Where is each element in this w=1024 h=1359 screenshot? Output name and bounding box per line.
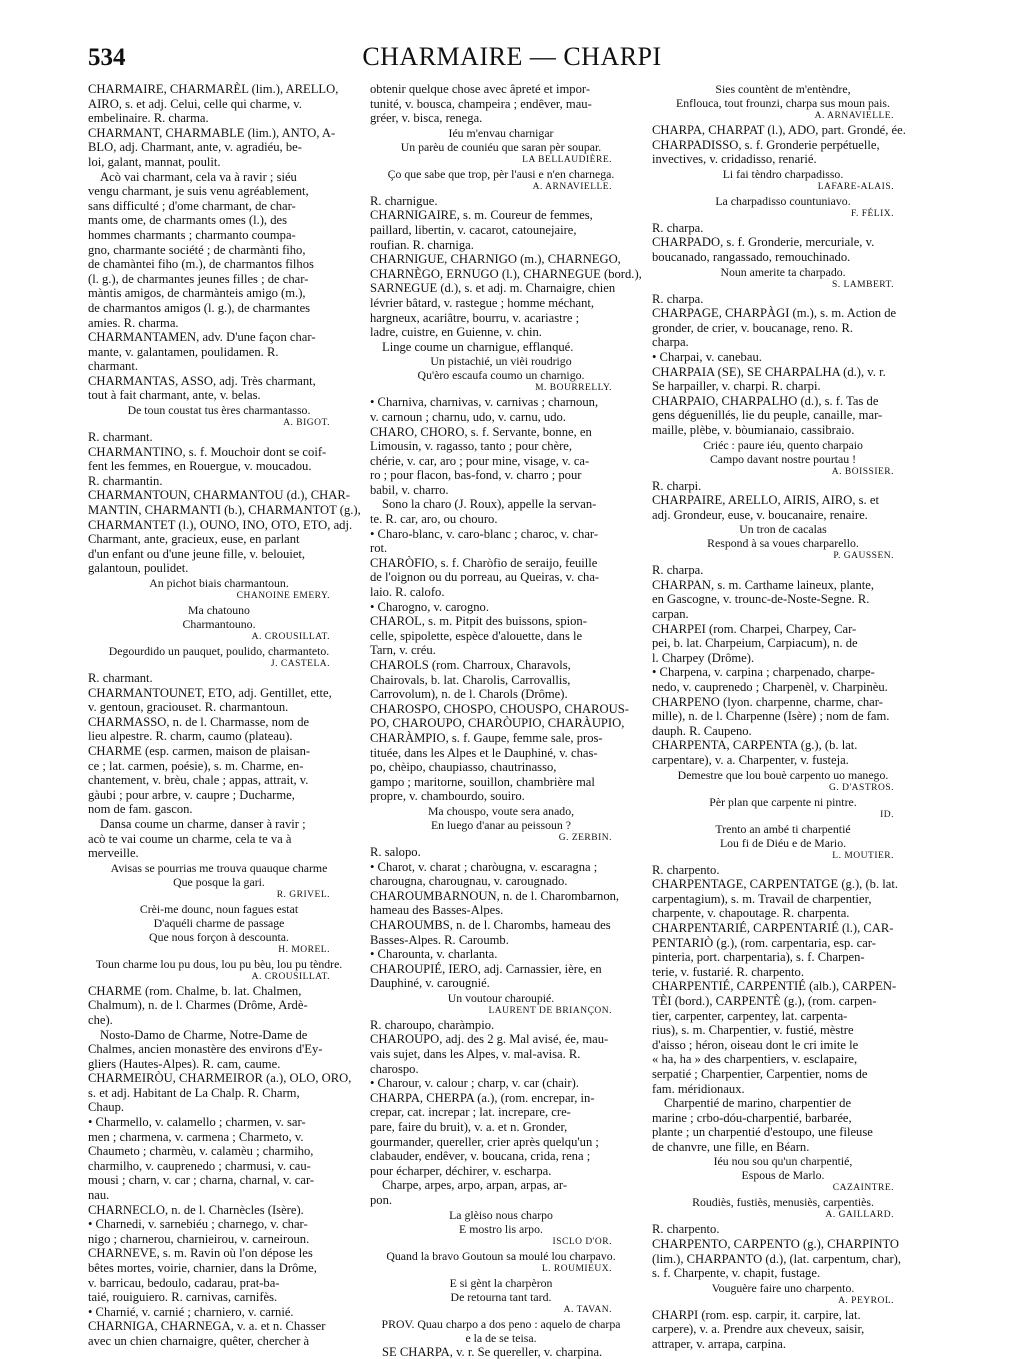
entry-text-line: nom de fam. gascon.	[88, 802, 193, 817]
quotation-line: Criéc : paure iéu, quento charpaio	[703, 437, 863, 452]
entry-head-line: CHARME (rom. Chalme, b. lat. Chalmen,	[88, 983, 302, 998]
entry-text-line: Chaup.	[88, 1100, 125, 1115]
entry-text-line: • Charpena, v. carpina ; charpenado, charpe-	[652, 665, 875, 680]
quotation-line: Iéu m'envau charnigar	[448, 125, 554, 140]
entry-text-line: laio. R. calofo.	[370, 585, 445, 600]
entry-text-line: MANTIN, CHARMANTI (b.), CHARMANTOT (g.),	[88, 503, 361, 518]
entry-text-line: mille), n. de l. Charpenne (Isère) ; nom de fam.	[652, 709, 890, 724]
entry-text-line: Chalmum), n. de l. Charmes (Drôme, Ardè-	[88, 998, 308, 1013]
entry-text-line: mousi ; charn, v. car ; charna, charnal, v. car-	[88, 1173, 315, 1188]
dictionary-column-2	[370, 82, 642, 1359]
entry-text-line: mants ome, de charmants omes (l.), des	[88, 213, 287, 228]
quotation-source: L. ROUMIEUX.	[541, 1263, 612, 1274]
entry-head-line: CHARNECLO, n. de l. Charnècles (Isère).	[88, 1202, 304, 1217]
entry-text-line: adj. Grondeur, euse, v. boucanaire, renaire.	[652, 507, 868, 522]
entry-text-line: v. carnoun ; charnu, udo, v. carnu, udo.	[370, 409, 566, 424]
entry-text-line: mante, v. galantamen, poulidamen. R.	[88, 344, 279, 359]
entry-text-line: l. Charpey (Drôme).	[652, 650, 755, 665]
entry-head-line: CHAROUMBS, n. de l. Charombs, hameau des	[370, 917, 611, 932]
entry-text-line: tout à fait charmant, ante, v. belas.	[88, 388, 261, 403]
entry-text-line: R. charpa.	[652, 291, 704, 306]
quotation-source: R. GRIVEL.	[276, 889, 330, 900]
entry-head-line: CHARPENTO, CARPENTO (g.), CHARPINTO	[652, 1237, 900, 1252]
entry-text-line: pon.	[370, 1193, 393, 1207]
entry-text-line: carpentagium), s. m. Travail de charpentier,	[652, 891, 872, 906]
entry-text-line: R. charoupo, charàmpio.	[370, 1017, 495, 1032]
entry-text-line: gronder, de crier, v. boucanage, reno. R.	[652, 320, 853, 335]
entry-text-line: (l. g.), de charmantes jeunes filles ; de char-	[88, 271, 309, 286]
entry-text-line: gàubi ; pour arbre, v. caupre ; Ducharme,	[88, 787, 295, 802]
entry-text-line: gampo ; maritorne, souillon, chambrière mal	[370, 774, 595, 789]
quotation-line: Pèr plan que carpente ni pintre.	[709, 794, 857, 809]
entry-head-line: CHAROL, s. m. Pitpit des buissons, spion-	[370, 614, 587, 629]
entry-text-line: paillard, libertin, v. cacarot, catounejaire,	[370, 222, 577, 237]
entry-text-line: obtenir quelque chose avec âpreté et impor-	[370, 82, 591, 96]
entry-text-line: gréer, v. bisca, renega.	[370, 111, 483, 126]
entry-head-line: CHARNEVE, s. m. Ravin où l'on dépose les	[88, 1246, 313, 1261]
quotation-source: L. MOUTIER.	[832, 850, 894, 861]
quotation-line: La glèiso nous charpo	[449, 1207, 553, 1222]
entry-text-line: R. charmant.	[88, 671, 153, 685]
entry-head-line: CHARMANTINO, s. f. Mouchoir dont se coif-	[88, 444, 327, 459]
entry-head-line: CHARMAIRE, CHARMARÈL (lim.), ARELLO,	[88, 82, 339, 96]
entry-text-line: d'aisso ; héron, oiseau dont le cri imite le	[652, 1037, 859, 1052]
entry-text-line: gourmander, quereller, crier après quelqu'un ;	[370, 1134, 599, 1149]
entry-text-line: R. charpi.	[652, 478, 702, 493]
example-line: Dansa coume un charme, danser à ravir ;	[100, 816, 306, 831]
entry-text-line: R. charpento.	[652, 862, 720, 877]
quotation-source: LAFARE-ALAIS.	[817, 181, 894, 192]
entry-text-line: gliers (Hautes-Alpes). R. cam, caume.	[88, 1056, 281, 1071]
entry-text-line: • Charniva, charnivas, v. carnivas ; charnoun,	[370, 395, 599, 410]
entry-head-line: CHARPA, CHERPA (a.), (rom. encrepar, in-	[370, 1090, 595, 1105]
entry-text-line: pei, b. lat. Charpeium, Carpiacum), n. de	[652, 636, 858, 651]
entry-head-line: CHARPAIRE, ARELLO, AIRIS, AIRO, s. et	[652, 493, 879, 508]
quotation-source: A. CROUSILLAT.	[251, 632, 330, 642]
quotation-line: Li fai tèndro charpadisso.	[722, 166, 844, 181]
entry-text-line: PO, CHAROUPO, CHARÒUPIO, CHARÀUPIO,	[370, 716, 625, 731]
entry-head-line: CHARMEIRÒU, CHARMEIROR (a.), OLO, ORO,	[88, 1071, 352, 1086]
entry-text-line: Dauphiné, v. carougnié.	[370, 976, 490, 991]
entry-head-line: CHARO, CHORO, s. f. Servante, bonne, en	[370, 424, 592, 439]
entry-text-line: • Charpai, v. canebau.	[652, 349, 762, 364]
entry-head-line: CHARNIGUE, CHARNIGO (m.), CHARNEGO,	[370, 252, 621, 267]
entry-text-line: Chairovals, b. lat. Charolis, Carrovallis,	[370, 672, 571, 687]
quotation-source: P. GAUSSEN.	[833, 551, 894, 562]
quotation-source: F. FÉLIX.	[850, 208, 894, 219]
quotation-line: E si gènt la charpèron	[449, 1275, 553, 1290]
entry-text-line: gno, charmante société ; de charmànti fiho,	[88, 242, 306, 257]
entry-text-line: ce ; lat. carmen, poésie), s. m. Charme, en-	[88, 758, 304, 773]
quotation-source: J. CASTELA.	[270, 659, 330, 669]
quotation-line: PROV. Quau charpo a dos peno : aquelo de charpa	[381, 1316, 621, 1331]
entry-text-line: • Charogno, v. carogno.	[370, 599, 490, 614]
entry-head-line: CHARPEI (rom. Charpei, Charpey, Car-	[652, 621, 857, 636]
entry-text-line: pinteria, port. charpentaria), s. f. Charpen-	[652, 950, 865, 965]
quotation-line: Quand la bravo Goutoun sa moulé lou charpavo.	[386, 1248, 616, 1263]
dictionary-column-1	[88, 82, 361, 1348]
entry-text-line: fent les femmes, en Rouergue, v. moucadou.	[88, 459, 312, 474]
entry-head-line: CHARPA, CHARPAT (l.), ADO, part. Grondé, ée.	[652, 123, 906, 137]
entry-text-line: te. R. car, aro, ou chouro.	[370, 512, 498, 527]
quotation-source: A. BOISSIER.	[831, 466, 894, 477]
entry-text-line: clabauder, endêver, v. boucana, crida, rena ;	[370, 1149, 591, 1164]
entry-text-line: • Charmello, v. calamello ; charmen, v. sar-	[88, 1115, 306, 1130]
entry-text-line: • Charnedi, v. sarnebiéu ; charnego, v. char-	[88, 1217, 308, 1232]
running-head: CHARMAIRE — CHARPI	[362, 42, 662, 71]
entry-text-line: pare, faire du bruit), v. a. et n. Gronder,	[370, 1120, 568, 1135]
quotation-line: Toun charme lou pu dous, lou pu bèu, lou pu tèndre.	[95, 956, 343, 971]
entry-head-line: CHARMANT, CHARMABLE (lim.), ANTO, A-	[88, 125, 336, 140]
entry-text-line: vengu charmant, je suis venu agréablement,	[88, 184, 309, 199]
entry-head-line: CHAROLS (rom. Charroux, Charavols,	[370, 658, 571, 672]
entry-text-line: fam. méridionaux.	[652, 1081, 745, 1096]
entry-text-line: carpan.	[652, 607, 689, 622]
entry-text-line: Charmant, ante, gracieux, euse, en parlant	[88, 532, 300, 547]
quotation-source: A. ARNAVIELLE.	[814, 111, 894, 121]
quotation-line: Enflouca, tout frounzi, charpa sus moun pais.	[676, 96, 890, 110]
quotation-source: A. TAVAN.	[563, 1304, 612, 1315]
entry-text-line: maille, plèbe, v. bòumianaio, cassibraio.	[652, 422, 855, 437]
example-line: Nosto-Damo de Charme, Notre-Dame de	[100, 1027, 308, 1042]
entry-text-line: màntis amigos, de charmànteis amigo (m.),	[88, 286, 306, 301]
entry-text-line: v. gentoun, graciouset. R. charmantoun.	[88, 700, 289, 715]
entry-text-line: • Charounta, v. charlanta.	[370, 947, 498, 962]
entry-text-line: s. f. Charpente, v. chapit, fustage.	[652, 1266, 821, 1281]
quotation-source: LA BELLAUDIÈRE.	[522, 154, 612, 165]
entry-text-line: R. charmant.	[88, 430, 153, 445]
entry-text-line: amies. R. charma.	[88, 315, 179, 330]
entry-text-line: che).	[88, 1012, 113, 1027]
quotation-line: D'aquéli charme de passage	[153, 915, 285, 930]
entry-head-line: CHARME (esp. carmen, maison de plaisan-	[88, 743, 311, 758]
entry-text-line: babil, v. charro.	[370, 482, 449, 497]
quotation-line: Un pistachié, un vièi roudrigo	[430, 354, 572, 369]
quotation-line: De retourna tant tard.	[450, 1289, 552, 1304]
quotation-line: An pichot biais charmantoun.	[149, 576, 289, 590]
entry-head-line: CHARPADISSO, s. f. Gronderie perpétuelle,	[652, 137, 880, 152]
quotation-line: Roudiès, fustiès, menusiès, carpentiès.	[692, 1195, 874, 1210]
entry-text-line: avec un chien charnaigre, quêter, chercher à	[88, 1333, 310, 1348]
entry-text-line: tituée, dans les Alpes et le Dauphiné, v. chas-	[370, 745, 598, 760]
entry-text-line: gens déguenillés, lie du peuple, canaille, mar-	[652, 408, 883, 423]
quotation-source: H. MOREL.	[278, 944, 330, 955]
entry-text-line: R. charpa.	[652, 220, 704, 235]
entry-text-line: serpatié ; Charpentier, Carpentier, noms de	[652, 1066, 868, 1081]
quotation-line: Ço que sabe que trop, pèr l'ausi e n'en charnega.	[387, 166, 615, 181]
quotation-source: S. LAMBERT.	[831, 279, 894, 290]
entry-text-line: de l'oignon ou du porreau, au Queiras, v. cha-	[370, 570, 600, 585]
entry-text-line: PENTARIÒ (g.), (rom. carpentaria, esp. car-	[652, 935, 876, 950]
entry-text-line: SARNEGUE (d.), s. et adj. m. Charnaigre, chien	[370, 281, 616, 296]
quotation-line: De toun coustat tus ères charmantasso.	[127, 403, 311, 418]
entry-text-line: propre, v. chambourdo, souiro.	[370, 789, 525, 804]
entry-text-line: de charmantos amigos (l. g.), de charmantes	[88, 300, 311, 315]
entry-text-line: BLO, adj. Charmant, ante, v. agradiéu, be-	[88, 140, 302, 155]
quotation-source: A. BIGOT.	[283, 418, 330, 429]
entry-text-line: sans difficulté ; d'ome charmant, de char-	[88, 198, 296, 213]
entry-text-line: plante ; un charpentié d'estoupo, une fileuse	[652, 1125, 873, 1140]
entry-text-line: Tarn, v. créu.	[370, 643, 436, 658]
entry-text-line: Carrovolum), n. de l. Charols (Drôme).	[370, 687, 568, 702]
entry-head-line: CHARNIGA, CHARNEGA, v. a. et n. Chasser	[88, 1319, 326, 1334]
quotation-line: Vouguère faire uno charpento.	[711, 1280, 855, 1295]
quotation-line: E mostro lis arpo.	[459, 1221, 543, 1236]
quotation-source: G. D'ASTROS.	[829, 782, 894, 793]
entry-head-line: CHARPENTA, CARPENTA (g.), (b. lat.	[652, 738, 858, 753]
entry-text-line: d'un enfant ou d'une jeune fille, v. belouiet,	[88, 546, 306, 561]
entry-text-line: R. charpento.	[652, 1222, 720, 1237]
entry-text-line: bêtes mortes, voirie, charnier, dans la Drôme,	[88, 1261, 317, 1275]
quotation-source: A. ARNAVIELLE.	[532, 181, 612, 192]
entry-text-line: CHARNÈGO, ERNUGO (l.), CHARNEGUE (bord.),	[370, 266, 642, 281]
entry-text-line: charospo.	[370, 1061, 419, 1076]
entry-text-line: R. salopo.	[370, 844, 421, 859]
entry-head-line: CHARMANTAS, ASSO, adj. Très charmant,	[88, 373, 316, 388]
entry-text-line: galantoun, poulidet.	[88, 561, 189, 576]
dictionary-column-3	[652, 82, 914, 1352]
quotation-line: Sies countènt de m'entèndre,	[715, 82, 851, 96]
quotation-line: Un tron de cacalas	[739, 522, 827, 537]
entry-text-line: Se harpailler, v. charpi. R. charpi.	[652, 379, 821, 394]
entry-head-line: CHARPADO, s. f. Gronderie, mercuriale, v.	[652, 235, 875, 250]
entry-text-line: v. barricau, bedoulo, cadarau, prat-ba-	[88, 1275, 280, 1290]
entry-text-line: en Gascogne, v. trounc-de-Noste-Segne. R.	[652, 592, 870, 607]
entry-text-line: invectives, v. cridadisso, renarié.	[652, 152, 817, 167]
entry-text-line: • Charnié, v. carnié ; charniero, v. carnié.	[88, 1304, 294, 1319]
entry-text-line: R. charmantin.	[88, 473, 163, 488]
entry-head-line: CHAROUMBARNOUN, n. de l. Charombarnon,	[370, 888, 620, 903]
entry-text-line: tunité, v. bousca, champeira ; endêver, mau-	[370, 96, 592, 111]
quotation-line: Trento an ambé ti charpentié	[715, 821, 851, 836]
entry-text-line: TÈI (bord.), CARPENTÈ (g.), (rom. carpen-	[652, 993, 877, 1008]
entry-text-line: AIRO, s. et adj. Celui, celle qui charme, v.	[88, 96, 302, 111]
entry-text-line: charmilho, v. cauprenedo ; charmusi, v. cau-	[88, 1158, 311, 1173]
quotation-line: Lou fi de Diéu e de Mario.	[719, 835, 847, 850]
entry-text-line: charpa.	[652, 335, 689, 350]
entry-text-line: de chanvre, une fille, en Béarn.	[652, 1139, 810, 1154]
entry-head-line: CHARPENO (lyon. charpenne, charme, char-	[652, 694, 883, 709]
entry-text-line: dauph. R. Caupeno.	[652, 723, 752, 738]
entry-text-line: loi, galant, mannat, poulit.	[88, 154, 221, 169]
quotation-line: Qu'èro escaufa coumo un charnigo.	[417, 368, 585, 383]
quotation-source: A. GAILLARD.	[825, 1210, 894, 1221]
entry-head-line: CHARMANTOUNET, ETO, adj. Gentillet, ette,	[88, 685, 332, 700]
entry-text-line: Chalmes, ancien monastère des environs d'Ey-	[88, 1042, 323, 1057]
entry-head-line: CHARÒFIO, s. f. Charòfio de seraijo, feuille	[370, 555, 598, 570]
entry-text-line: R. charnigue.	[370, 193, 438, 208]
entry-text-line: rius), s. m. Charpentier, v. fustié, mèstre	[652, 1023, 854, 1038]
entry-text-line: celle, spipolette, espèce d'alouette, dans le	[370, 628, 583, 643]
entry-head-line: CHARPI (rom. esp. carpir, it. carpire, lat.	[652, 1307, 861, 1322]
entry-text-line: pour écharper, déchirer, v. escharpa.	[370, 1163, 552, 1178]
entry-text-line: hameau des Basses-Alpes.	[370, 903, 504, 918]
entry-text-line: hargneux, acariâtre, bourru, v. acariastre ;	[370, 310, 580, 325]
entry-head-line: CHARNIGAIRE, s. m. Coureur de femmes,	[370, 208, 593, 223]
entry-text-line: Chaumeto ; charmèu, v. calamèu ; charmiho,	[88, 1144, 314, 1159]
entry-head-line: CHARMANTAMEN, adv. D'une façon char-	[88, 330, 316, 345]
entry-text-line: s. et adj. Habitant de La Chalp. R. Charm,	[88, 1085, 300, 1100]
quotation-source: ID.	[880, 809, 894, 820]
example-line: Charpentié de marino, charpentier de	[664, 1096, 852, 1111]
entry-text-line: nau.	[88, 1188, 110, 1203]
entry-head-line: CHARMANTOUN, CHARMANTOU (d.), CHAR-	[88, 488, 350, 503]
quotation-line: En luego d'anar au peissoun ?	[430, 817, 572, 832]
page-number: 534	[88, 44, 126, 71]
quotation-source: CHANOINE EMERY.	[236, 591, 330, 601]
entry-head-line: CHAROSPO, CHOSPO, CHOUSPO, CHAROUS-	[370, 701, 629, 716]
entry-head-line: CHARPAGE, CHARPÀGI (m.), s. m. Action de	[652, 306, 897, 321]
quotation-source: CAZAINTRE.	[832, 1183, 894, 1194]
entry-text-line: chantement, v. brèu, chale ; appas, attrait, v.	[88, 773, 309, 788]
quotation-line: Crèi-me dounc, noun fagues estat	[139, 901, 299, 916]
quotation-line: Que nous forçon à descounta.	[149, 929, 289, 944]
quotation-line: Un parèu de couniéu que saran pèr soupar.	[400, 139, 602, 154]
entry-head-line: CHARMASSO, n. de l. Charmasse, nom de	[88, 714, 310, 729]
entry-text-line: nedo, v. cauprenedo ; Charpenèl, v. Charpinèu.	[652, 680, 888, 695]
entry-head-line: CHAROUPO, adj. des 2 g. Mal avisé, ée, mau-	[370, 1032, 609, 1047]
entry-head-line: CHARPENTIÉ, CARPENTIÉ (alb.), CARPEN-	[652, 979, 897, 994]
entry-text-line: • Charour, v. calour ; charp, v. car (chair).	[370, 1076, 579, 1091]
entry-text-line: charpente, v. chapoutage. R. charpenta.	[652, 906, 850, 921]
quotation-source: M. BOURRELLY.	[535, 383, 612, 394]
entry-text-line: roufian. R. charniga.	[370, 237, 474, 252]
quotation-source: A. CROUSILLAT.	[251, 971, 330, 982]
quotation-line: e la de se teisa.	[465, 1330, 537, 1345]
entry-text-line: • Charo-blanc, v. caro-blanc ; charoc, v. char-	[370, 526, 599, 541]
quotation-line: Campo davant nostre pourtau !	[709, 451, 857, 466]
entry-text-line: • Charot, v. charat ; charòugna, v. escaragna ;	[370, 859, 598, 874]
entry-head-line: CHARPAN, s. m. Carthame laineux, plante,	[652, 577, 875, 592]
entry-text-line: chérie, v. car, aro ; pour mine, visage, v. ca-	[370, 453, 590, 468]
entry-text-line: terie, v. fustarié. R. charpento.	[652, 964, 804, 979]
entry-head-line: CHARPAIO, CHARPALHO (d.), s. f. Tas de	[652, 393, 879, 408]
entry-text-line: Limousin, v. ragasso, tanto ; pour chère,	[370, 439, 573, 454]
entry-text-line: Basses-Alpes. R. Caroumb.	[370, 932, 509, 947]
entry-text-line: marine ; crbo-dóu-charpentié, barbarée,	[652, 1110, 852, 1125]
quotation-line: Degourdido un pauquet, poulido, charmanteto.	[108, 644, 330, 658]
entry-head-line: CHARPENTARIÉ, CARPENTARIÉ (l.), CAR-	[652, 920, 894, 935]
quotation-line: Ma chatouno	[188, 603, 250, 617]
quotation-line: Iéu nou sou qu'un charpentié,	[713, 1154, 853, 1169]
quotation-line: Espous de Marlo.	[741, 1168, 825, 1183]
quotation-source: A. PEYROL.	[838, 1295, 894, 1306]
entry-text-line: ladre, cuistre, en Guienne, v. chin.	[370, 325, 542, 340]
quotation-line: Ma chouspo, voute sera anado,	[427, 803, 575, 818]
entry-text-line: CHARMANTET (l.), OUNO, INO, OTO, ETO, adj.	[88, 517, 353, 532]
entry-text-line: de chamàntei fiho (m.), de charmantos filhos	[88, 257, 314, 272]
entry-text-line: attraper, v. arrapa, carpina.	[652, 1337, 786, 1352]
example-line: Acò vai charmant, cela va à ravir ; siéu	[100, 169, 297, 184]
quotation-line: Un voutour charoupié.	[447, 990, 555, 1005]
example-line: Linge coume un charnigue, efflanqué.	[382, 339, 574, 354]
entry-text-line: vais sujet, dans les Alpes, v. mal-avisa. R.	[370, 1047, 581, 1062]
quotation-line: Avisas se pourrias me trouva quauque charme	[110, 860, 328, 875]
example-line: Charpe, arpes, arpo, arpan, arpas, ar-	[382, 1178, 568, 1193]
quotation-line: Charmantouno.	[182, 617, 256, 631]
entry-text-line: merveille.	[88, 846, 139, 861]
entry-text-line: tier, carpenter, carpentey, lat. carpenta-	[652, 1008, 848, 1023]
example-line: SE CHARPA, v. r. Se quereller, v. charpina.	[382, 1344, 603, 1359]
entry-head-line: CHARPAIA (SE), SE CHARPALHA (d.), v. r.	[652, 364, 886, 379]
entry-head-line: CHAROUPIÉ, IERO, adj. Carnassier, ière, en	[370, 961, 602, 976]
quotation-line: Demestre que lou bouè carpento uo manego.	[677, 767, 889, 782]
quotation-source: G. ZERBIN.	[558, 832, 612, 843]
entry-head-line: CHARPENTAGE, CARPENTATGE (g.), (b. lat.	[652, 877, 898, 892]
entry-text-line: charougna, charougnau, v. carougnado.	[370, 874, 568, 889]
entry-text-line: embelinaire. R. charma.	[88, 111, 209, 126]
entry-text-line: boucanado, rangassado, remouchinado.	[652, 249, 851, 264]
quotation-line: Que posque la gari.	[173, 874, 265, 889]
entry-text-line: taié, rouiguiero. R. carnivas, carnifès.	[88, 1290, 278, 1305]
quotation-source: ISCLO D'OR.	[552, 1236, 612, 1247]
entry-text-line: R. charpa.	[652, 563, 704, 578]
entry-text-line: carpere), v. a. Prendre aux cheveux, saisir,	[652, 1322, 865, 1337]
entry-text-line: men ; charmena, v. carmena ; Charmeto, v.	[88, 1129, 304, 1144]
entry-text-line: rot.	[370, 541, 388, 556]
entry-text-line: nigo ; charnerou, charnieirou, v. carneiroun.	[88, 1231, 310, 1246]
entry-text-line: ro ; pour flacon, bas-fond, v. charro ; pour	[370, 468, 582, 483]
entry-text-line: crepar, cat. increpar ; lat. increpare, cre-	[370, 1105, 571, 1120]
entry-text-line: po, chèipo, chaupiasso, chautrinasso,	[370, 760, 557, 775]
entry-text-line: CHARÀMPIO, s. f. Gaupe, femme sale, pros-	[370, 730, 603, 745]
entry-text-line: hommes charmants ; charmanto coumpa-	[88, 227, 296, 242]
entry-text-line: (lim.), CHARPANTO (d.), (lat. carpentum, char),	[652, 1251, 902, 1266]
quotation-line: Noun amerite ta charpado.	[720, 264, 846, 279]
quotation-line: La charpadisso countuniavo.	[715, 193, 851, 208]
entry-text-line: lieu alpestre. R. charm, caumo (plateau).	[88, 729, 293, 744]
quotation-line: Respond à sa voues charparello.	[707, 536, 859, 551]
example-line: Sono la charo (J. Roux), appelle la servan-	[382, 497, 597, 512]
entry-text-line: « ha, ha » des charpentiers, v. esclapaire,	[652, 1052, 858, 1067]
entry-text-line: lévrier bâtard, v. rastegue ; homme méchant,	[370, 295, 595, 310]
entry-text-line: carpentare), v. a. Charpenter, v. fusteja.	[652, 753, 849, 767]
quotation-source: LAURENT DE BRIANÇON.	[488, 1005, 612, 1016]
entry-text-line: charmant.	[88, 359, 138, 374]
entry-text-line: acò te vai coume un charme, cela te va à	[88, 831, 292, 846]
